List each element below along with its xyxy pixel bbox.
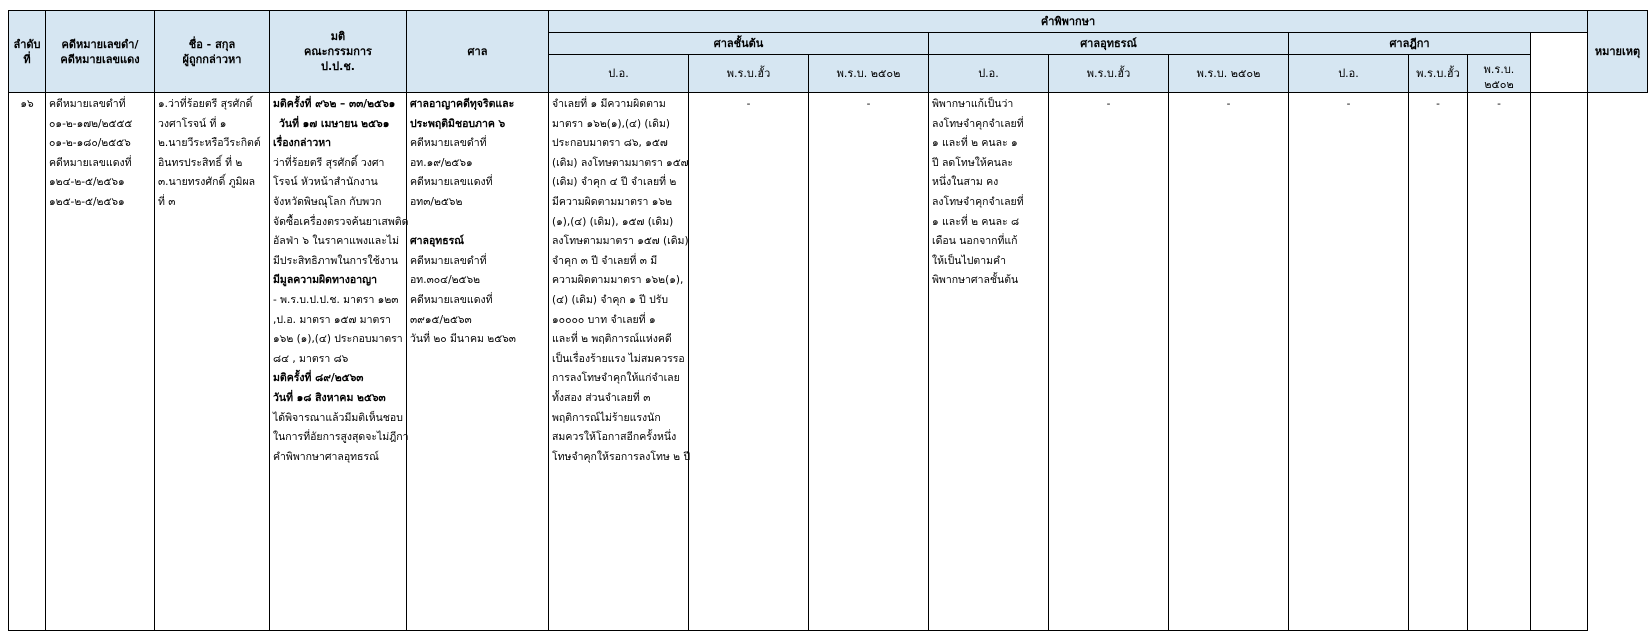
header-court-appeal: ศาลอุทธรณ์ xyxy=(929,33,1289,55)
cell-first-prb-2502: - xyxy=(809,93,929,631)
header-committee-resolution: มติ คณะกรรมการ ป.ป.ช. xyxy=(270,11,407,93)
header-no: ลำดับ ที่ xyxy=(9,11,46,93)
cell-case-number: คดีหมายเลขดำที่ ๐๑-๒-๑๗๒/๒๕๕๕ ๐๑-๒-๑๘๐/๒๕๕๖ คดีหมายเลขแดงที่ ๑๒๔-๒-๕/๒๕๖๑ ๑๒๕-๒-๕/๒๕๖๑ xyxy=(46,93,155,631)
header-supreme-po: ป.อ. xyxy=(1289,55,1409,93)
cell-committee-resolution: มติครั้งที่ ๙๖๒ – ๓๓/๒๕๖๑ วันที่ ๑๗ เมษายน ๒๕๖๑ เรื่องกล่าวหา ว่าที่ร้อยตรี สุรศักดิ์ วงศา โรจน์ หัวหน้าสำนักงาน จังหวัดพิษณุโลก กับพวก จัดซื้อเครื่องตรวจค้นยาเสพติด อัลฟ่า ๖ ในราคาแพงและไม่ มีประสิทธิภาพในการใช้งาน มีมูลความผิดทางอาญา - พ.ร.บ.ป.ป.ช. มาตรา ๑๒๓ ,ป.อ. มาตรา ๑๕๗ มาตรา ๑๖๒ (๑),(๔) ประกอบมาตรา ๘๔ , มาตรา ๘๖ มติครั้งที่ ๘๙/๒๕๖๓ วันที่ ๑๘ สิงหาคม ๒๕๖๓ ได้พิจารณาแล้วมีมติเห็นชอบ ในการที่อัยการสูงสุดจะไม่ฎีกา คำพิพากษาศาลอุทธรณ์ xyxy=(270,93,407,631)
cell-accused-name: ๑.ว่าที่ร้อยตรี สุรศักดิ์ วงศาโรจน์ ที่ ๑ ๒.นายวีระหรือวีระกิตต์ อินทรประสิทธิ์ ที่ ๒ ๓.นายทรงศักดิ์ ภูมิผล ที่ ๓ xyxy=(155,93,270,631)
cell-appeal-prb-collusion: - xyxy=(1049,93,1169,631)
header-first-prb-collusion: พ.ร.บ.ฮั้ว xyxy=(689,55,809,93)
header-accused-name: ชื่อ - สกุล ผู้ถูกกล่าวหา xyxy=(155,11,270,93)
header-first-prb-2502: พ.ร.บ. ๒๕๐๒ xyxy=(809,55,929,93)
header-appeal-prb-2502: พ.ร.บ. ๒๕๐๒ xyxy=(1169,55,1289,93)
header-case-number: คดีหมายเลขดำ/ คดีหมายเลขแดง xyxy=(46,11,155,93)
cell-first-prb-collusion: - xyxy=(689,93,809,631)
cell-appeal-po: พิพากษาแก้เป็นว่า ลงโทษจำคุกจำเลยที่ ๑ และที่ ๒ คนละ ๑ ปี ลดโทษให้คนละ หนึ่งในสาม คง ลงโทษจำคุกจำเลยที่ ๑ และที่ ๒ คนละ ๘ เดือน นอกจากที่แก้ ให้เป็นไปตามคำ พิพากษาศาลชั้นต้น xyxy=(929,93,1049,631)
cell-no: ๑๖ xyxy=(9,93,46,631)
header-remarks: หมายเหตุ xyxy=(1588,11,1648,93)
cell-supreme-prb-2502: - xyxy=(1468,93,1531,631)
cell-first-po: จำเลยที่ ๑ มีความผิดตาม มาตรา ๑๖๒(๑),(๔) (เดิม) ประกอบมาตรา ๘๖, ๑๕๗ (เดิม) ลงโทษตามมาตรา ๑๕๗ (เดิม) จำคุก ๔ ปี จำเลยที่ ๒ มีความผิดตามมาตรา ๑๖๒ (๑),(๔) (เดิม), ๑๕๗ (เดิม) ลงโทษตามมาตรา ๑๕๗ (เดิม) จำคุก ๓ ปี จำเลยที่ ๓ มี ความผิดตามมาตรา ๑๖๒(๑), (๔) (เดิม) จำคุก ๑ ปี ปรับ ๑๐๐๐๐ บาท จำเลยที่ ๑ และที่ ๒ พฤติการณ์แห่งคดี เป็นเรื่องร้ายแรง ไม่สมควรรอ การลงโทษจำคุกให้แก่จำเลย ทั้งสอง ส่วนจำเลยที่ ๓ พฤติการณ์ไม่ร้ายแรงนัก สมควรให้โอกาสอีกครั้งหนึ่ง โทษจำคุกให้รอการลงโทษ ๒ ปี xyxy=(549,93,689,631)
cell-supreme-prb-collusion: - xyxy=(1409,93,1468,631)
header-judgment: คำพิพากษา xyxy=(549,11,1588,33)
header-court: ศาล xyxy=(407,11,549,93)
header-appeal-po: ป.อ. xyxy=(929,55,1049,93)
header-supreme-prb-collusion: พ.ร.บ.ฮั้ว xyxy=(1409,55,1468,93)
table-row xyxy=(9,93,1648,631)
header-supreme-prb-2502: พ.ร.บ. ๒๕๐๒ xyxy=(1468,55,1531,93)
cell-supreme-po: - xyxy=(1289,93,1409,631)
cell-appeal-prb-2502: - xyxy=(1169,93,1289,631)
case-table xyxy=(8,10,1648,631)
header-first-po: ป.อ. xyxy=(549,55,689,93)
cell-remarks xyxy=(1531,93,1588,631)
header-court-first-instance: ศาลชั้นต้น xyxy=(549,33,929,55)
header-appeal-prb-collusion: พ.ร.บ.ฮั้ว xyxy=(1049,55,1169,93)
cell-court: ศาลอาญาคดีทุจริตและ ประพฤติมิชอบภาค ๖ คดีหมายเลขดำที่ อท.๑๙/๒๕๖๑ คดีหมายเลขแดงที่ อท๓/๒๕๖๒ ศาลอุทธรณ์ คดีหมายเลขดำที่ อท.๓๐๔/๒๕๖๒ คดีหมายเลขแดงที่ ๓๙๑๕/๒๕๖๓ วันที่ ๒๐ มีนาคม ๒๕๖๓ xyxy=(407,93,549,631)
header-court-supreme: ศาลฎีกา xyxy=(1289,33,1531,55)
